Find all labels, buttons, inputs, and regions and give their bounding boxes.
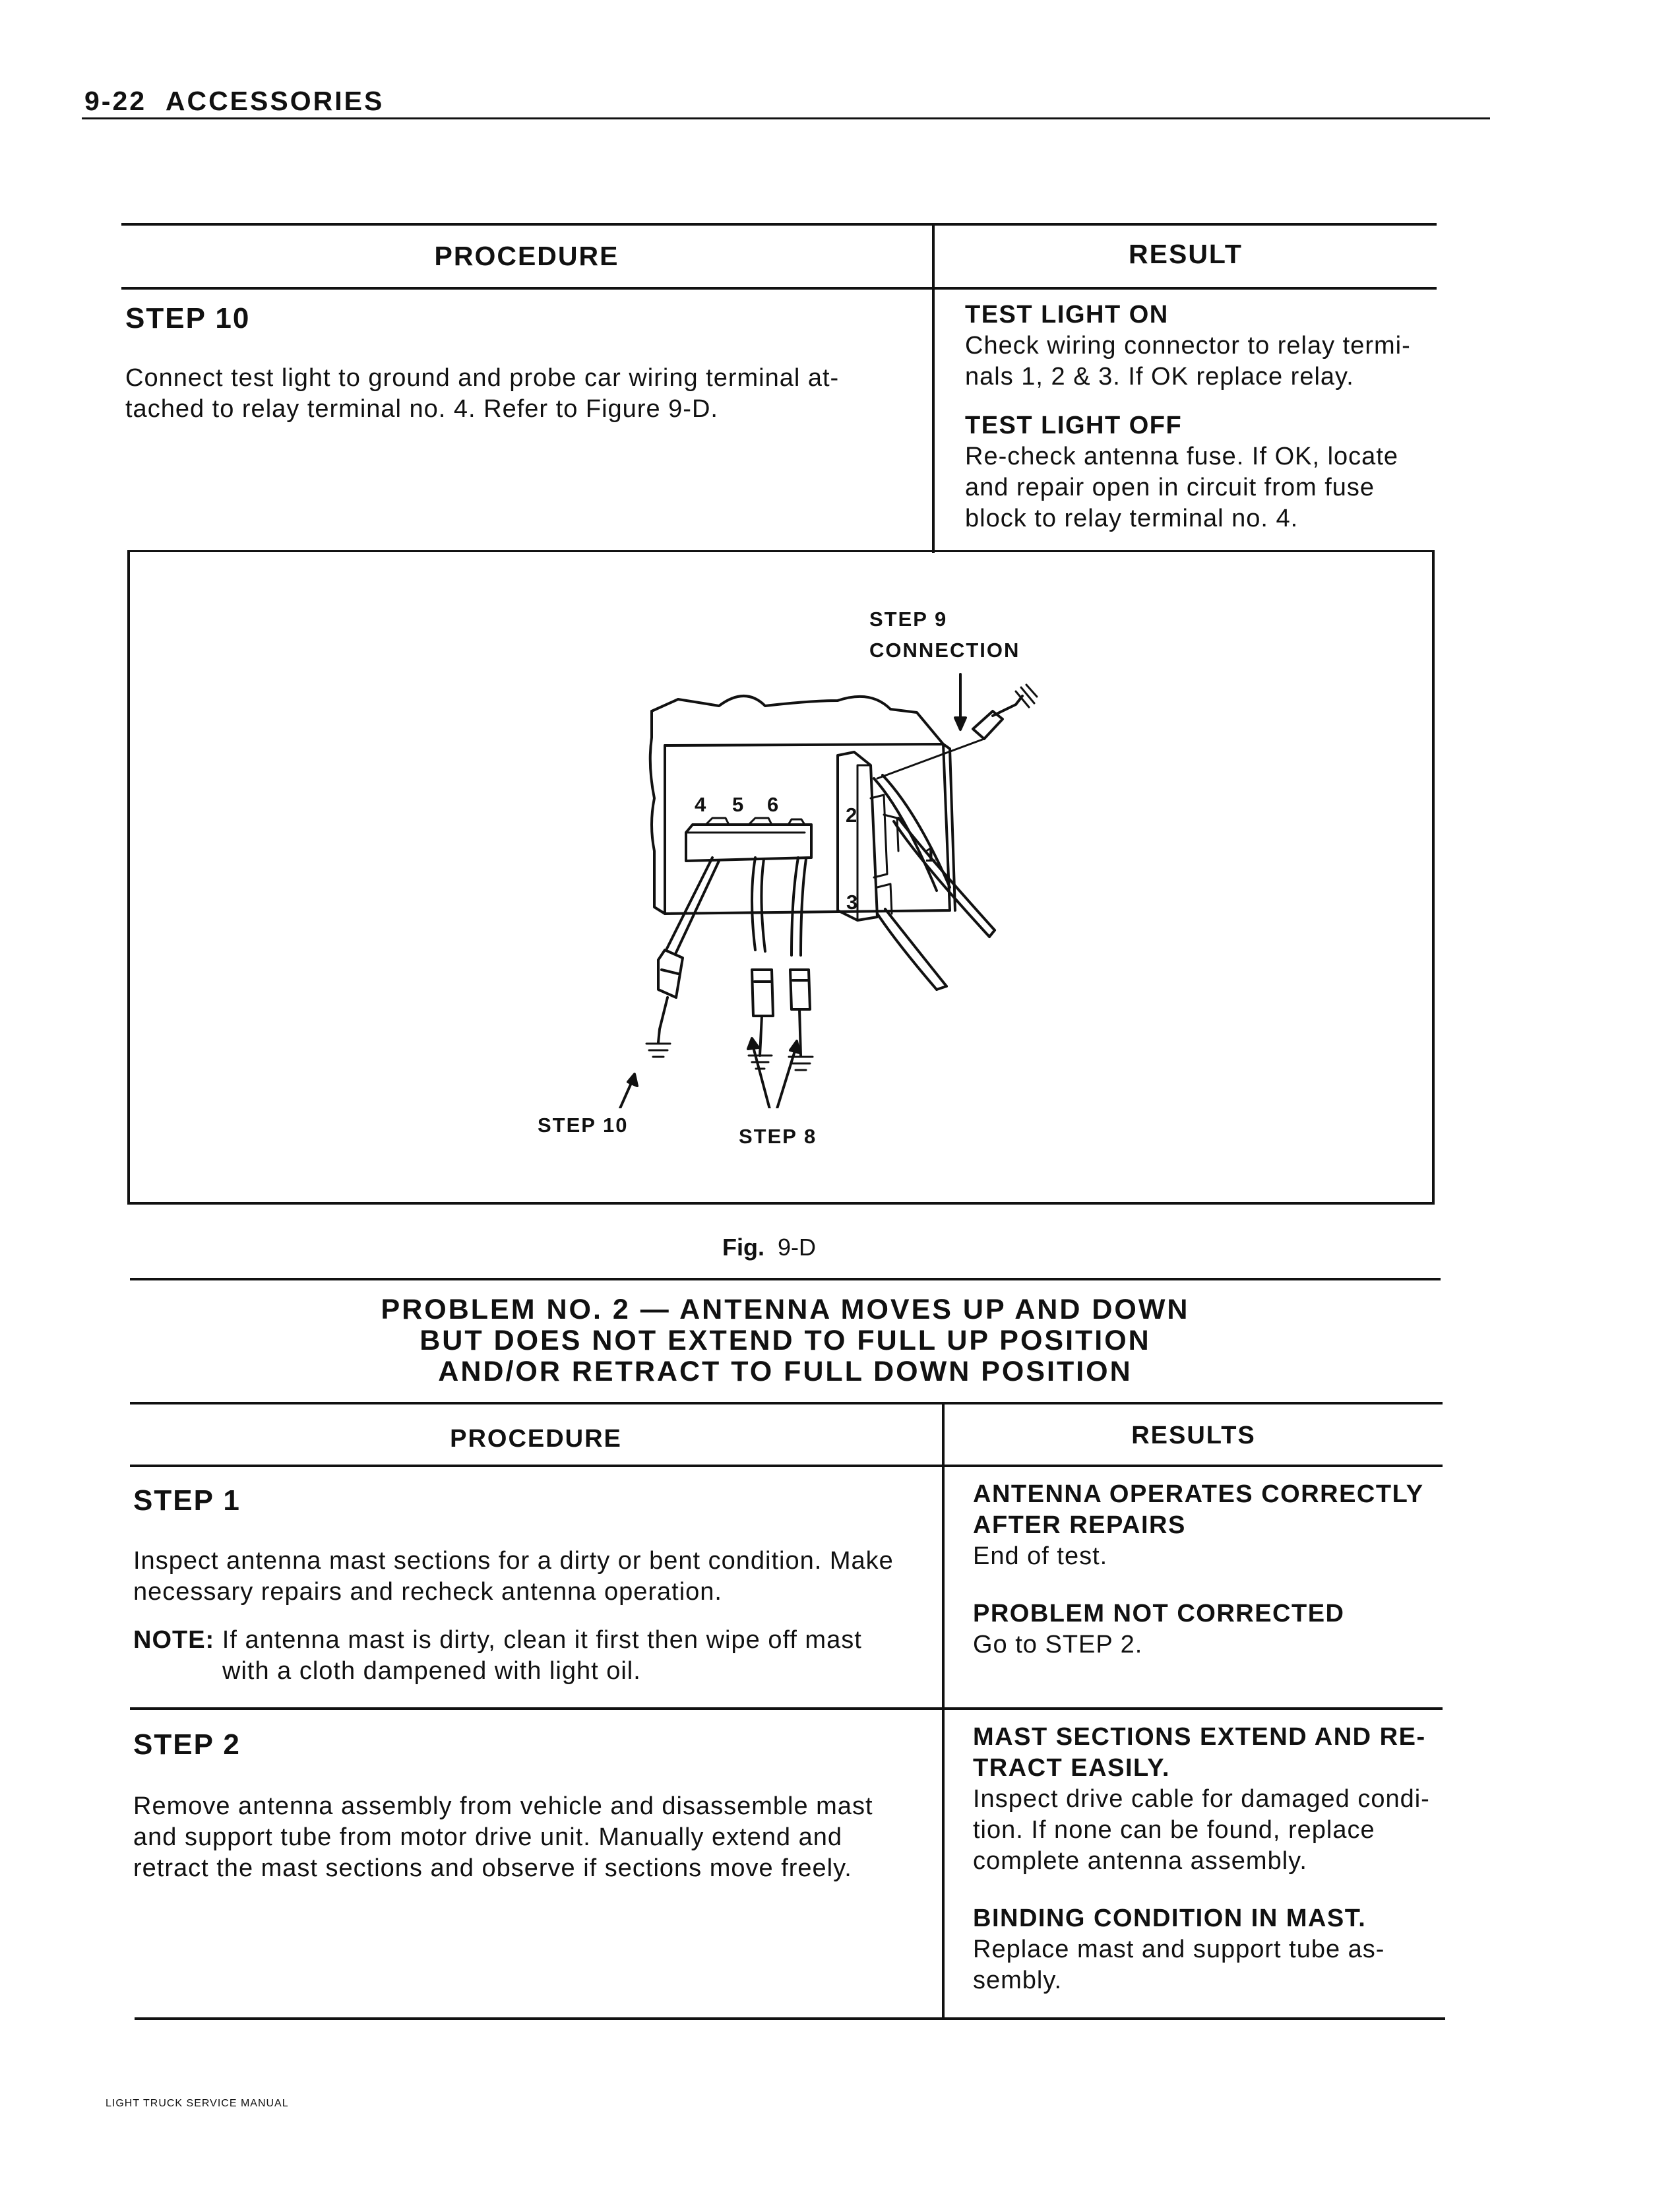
result-text: Re-check antenna fuse. If OK, locate [965, 443, 1399, 470]
step2-title: STEP 2 [133, 1728, 241, 1761]
relay-block-top [652, 696, 943, 744]
footer-text: LIGHT TRUCK SERVICE MANUAL [106, 2098, 289, 2109]
relay-block [650, 711, 665, 914]
table1-top-rule [121, 223, 1437, 226]
terminal-4: 4 [695, 793, 708, 816]
step2-results: MAST SECTIONS EXTEND AND RE- TRACT EASILY. Inspect drive cable for damaged condi- tion. If none can be found, replace complete antenna assembly. BINDING CONDITION IN MAST. Replace mast and support tube as- sembly. [973, 1723, 1430, 1994]
table2-header-rule [130, 1465, 1443, 1467]
section-title: ACCESSORIES [165, 86, 385, 116]
wire-6 [792, 858, 806, 955]
wire-4 [666, 858, 719, 954]
test-plug-step8b [790, 970, 810, 1009]
table2-procedure-header: PROCEDURE [450, 1425, 622, 1453]
result-text: nals 1, 2 & 3. If OK replace relay. [965, 363, 1354, 391]
terminal-6: 6 [767, 793, 780, 816]
label-step9: STEP 9 CONNECTION [869, 608, 1020, 662]
table2-divider [942, 1402, 945, 2019]
table2-result-header: RESULTS [1131, 1422, 1256, 1449]
step1-text: Inspect antenna mast sections for a dirty or bent condition. Make necessary repairs and recheck antenna operation. NOTE: If antenna mast is dirty, clean it first then wipe off mast with a cloth dampened with light oil. [133, 1546, 931, 1687]
table2-bottom-rule [135, 2017, 1445, 2020]
table2-step-rule [130, 1707, 1443, 1710]
label-step8: STEP 8 [739, 1125, 817, 1148]
result-text: and repair open in circuit from fuse [965, 474, 1375, 501]
terminal-1: 1 [925, 843, 938, 866]
test-plug-step10 [658, 950, 683, 997]
table1-result-header: RESULT [1129, 239, 1243, 269]
problem-top-rule [130, 1278, 1441, 1280]
result-heading: TEST LIGHT OFF [965, 412, 1183, 439]
terminal-2: 2 [846, 804, 859, 827]
figure-caption: Fig. 9-D [722, 1234, 817, 1261]
table1-procedure-header: PROCEDURE [434, 241, 619, 271]
problem-title: PROBLEM NO. 2 — ANTENNA MOVES UP AND DOWN BUT DOES NOT EXTEND TO FULL UP POSITION AND/OR RETRACT TO FULL DOWN POSITION [381, 1294, 1190, 1387]
terminal-5: 5 [732, 793, 745, 816]
connector-456 [686, 825, 811, 861]
table1-header-rule [121, 287, 1437, 290]
page-number: 9-22 [84, 86, 147, 116]
header-rule [82, 117, 1490, 119]
step10-text [125, 363, 917, 425]
wire-3 [877, 909, 947, 990]
table1-results [965, 300, 1440, 534]
label-step10: STEP 10 [538, 1114, 629, 1137]
relay-connector-diagram [594, 660, 1082, 1108]
step10-text-line: tached to relay terminal no. 4. Refer to Figure 9-D. [125, 395, 718, 423]
test-plug-step8a [752, 970, 773, 1016]
step10-title: STEP 10 [125, 302, 251, 334]
table1-divider [932, 223, 935, 553]
probe-step9 [973, 711, 1003, 739]
step2-text: Remove antenna assembly from vehicle and disassemble mast and support tube from motor drive unit. Manually extend and retract the mast sections and observe if sections move freely. [133, 1792, 873, 1882]
step1-results: ANTENNA OPERATES CORRECTLY AFTER REPAIRS End of test. PROBLEM NOT CORRECTED Go to STEP 2. [973, 1480, 1424, 1658]
terminal-3: 3 [846, 891, 859, 914]
step1-note: NOTE: If antenna mast is dirty, clean it first then wipe off mast [133, 1626, 862, 1654]
arrow-step8 [752, 1042, 795, 1108]
result-text: block to relay terminal no. 4. [965, 505, 1299, 532]
step10-text-line: Connect test light to ground and probe car wiring terminal at- [125, 364, 840, 392]
table2-top-rule [130, 1402, 1443, 1404]
page-header [84, 86, 384, 117]
result-heading: TEST LIGHT ON [965, 301, 1169, 329]
step1-title: STEP 1 [133, 1484, 241, 1517]
wire-5 [752, 858, 765, 951]
result-text: Check wiring connector to relay termi- [965, 332, 1411, 360]
